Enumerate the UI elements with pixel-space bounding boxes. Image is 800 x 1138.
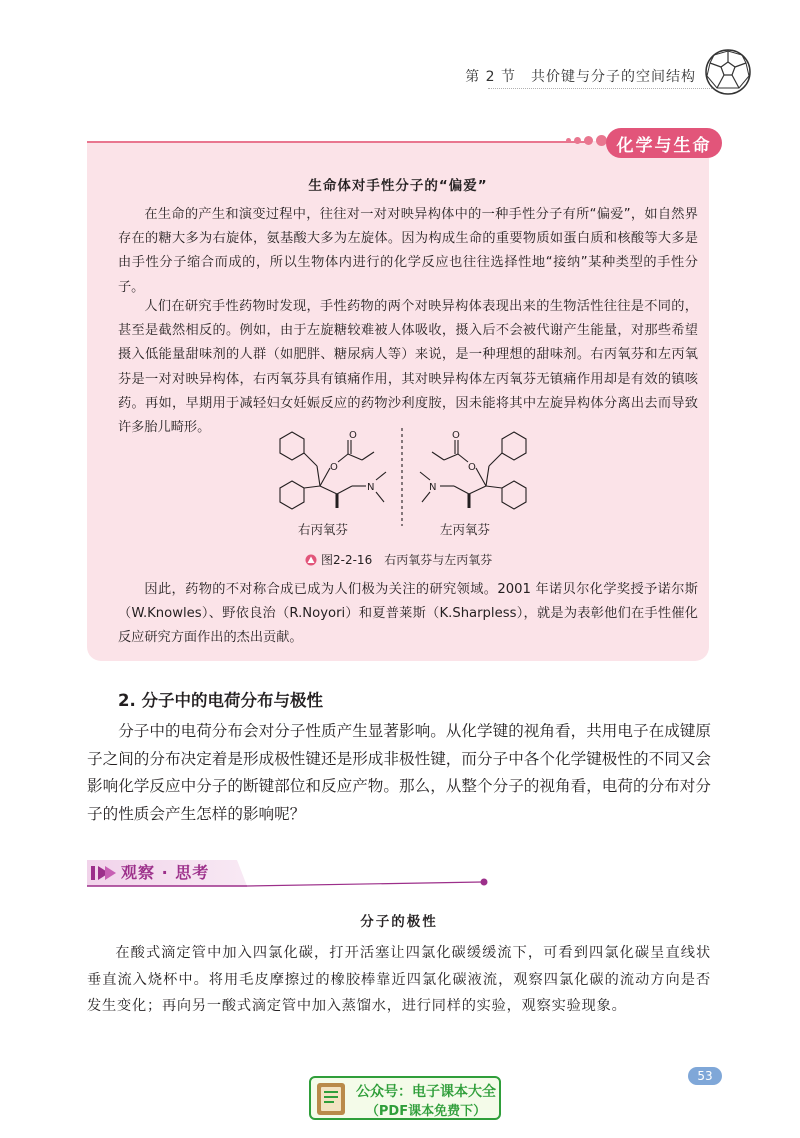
feature-paragraph-2: 人们在研究手性药物时发现，手性药物的两个对映异构体表现出来的生物活性往往是不同的，甚至是截然相反的。例如，由于左旋糖较难被人体吸收，摄入后不会被代谢产生能量，对那些希望摄入低能量甜味剂的人群（如肥胖、糖尿病人等）来说，是一种理想的甜味剂。右丙氧芬和左丙氧芬是一对对映异构体，右丙氧芬具有镇痛作用，其对映异构体左丙氧芬无镇痛作用却是有效的镇咳药。再如，早期用于减轻妇女妊娠反应的药物沙利度胺，因未能将其中左旋异构体分离出去而导致许多胎儿畸形。 — [118, 299, 698, 436]
atom-o-left: O — [330, 462, 338, 473]
feature-paragraph-3: 因此，药物的不对称合成已成为人们极为关注的研究领域。2001 年诺贝尔化学奖授予诺尔斯（W.Knowles）、野依良治（R.Noyori）和夏普莱斯（K.Sharpless），就是为表彰他们在手性催化反应研究方面作出的杰出贡献。 — [118, 582, 698, 646]
watermark-line-2: （PDF课本免费下） — [365, 1104, 487, 1119]
figure-caption — [305, 551, 492, 568]
feature-box-dots — [566, 135, 607, 146]
feature-box-top-line — [87, 141, 587, 143]
figure-right-label: 左丙氧芬 — [440, 522, 491, 537]
caption-triangle-icon — [305, 554, 317, 566]
section-heading: 2. 分子中的电荷分布与极性 — [118, 691, 323, 710]
watermark-badge — [309, 1076, 501, 1120]
page-number: 53 — [688, 1067, 722, 1085]
header-section-title: 第 2 节 共价键与分子的空间结构 — [465, 69, 696, 85]
figure-caption-text: 图2-2-16 右丙氧芬与左丙氧芬 — [321, 553, 493, 567]
atom-o-right: O — [468, 462, 476, 473]
book-icon — [315, 1081, 347, 1117]
figure-left-label: 右丙氧芬 — [298, 522, 349, 537]
observe-label: 观察 · 思考 — [121, 863, 210, 882]
atom-n-left: N — [367, 482, 375, 493]
observe-body: 在酸式滴定管中加入四氯化碳，打开活塞让四氯化碳缓缓流下，可看到四氯化碳呈直线状垂直流入烧杯中。将用毛皮摩擦过的橡胶棒靠近四氯化碳液流，观察四氯化碳的流动方向是否发生变化；再向另一酸式滴定管中加入蒸馏水，进行同样的实验，观察实验现象。 — [87, 945, 711, 1014]
observe-title: 分子的极性 — [360, 914, 438, 930]
feature-box-label: 化学与生命 — [606, 128, 722, 158]
fullerene-icon — [704, 48, 752, 96]
atom-o-right-carbonyl: O — [452, 430, 460, 441]
watermark-line-1: 公众号：电子课本大全 — [356, 1084, 496, 1100]
section-body: 分子中的电荷分布会对分子性质产生显著影响。从化学键的视角看，共用电子在成键原子之间的分布决定着是形成极性键还是形成非极性键，而分子中各个化学键极性的不同又会影响化学反应中分子的断键部位和反应产物。那么，从整个分子的视角看，电荷的分布对分子的性质会产生怎样的影响呢？ — [87, 722, 711, 823]
header-divider — [488, 88, 720, 89]
atom-o-left-carbonyl: O — [349, 430, 357, 441]
feature-paragraph-1: 在生命的产生和演变过程中，往往对一对对映异构体中的一种手性分子有所“偏爱”，如自然界存在的糖大多为右旋体，氨基酸大多为左旋体。因为构成生命的重要物质如蛋白质和核酸等大多是由手性分子缩合而成的，所以生物体内进行的化学反应也往往选择性地“接纳”某种类型的手性分子。 — [118, 207, 698, 295]
feature-box-title: 生命体对手性分子的“偏爱” — [308, 178, 488, 194]
atom-n-right: N — [429, 482, 437, 493]
